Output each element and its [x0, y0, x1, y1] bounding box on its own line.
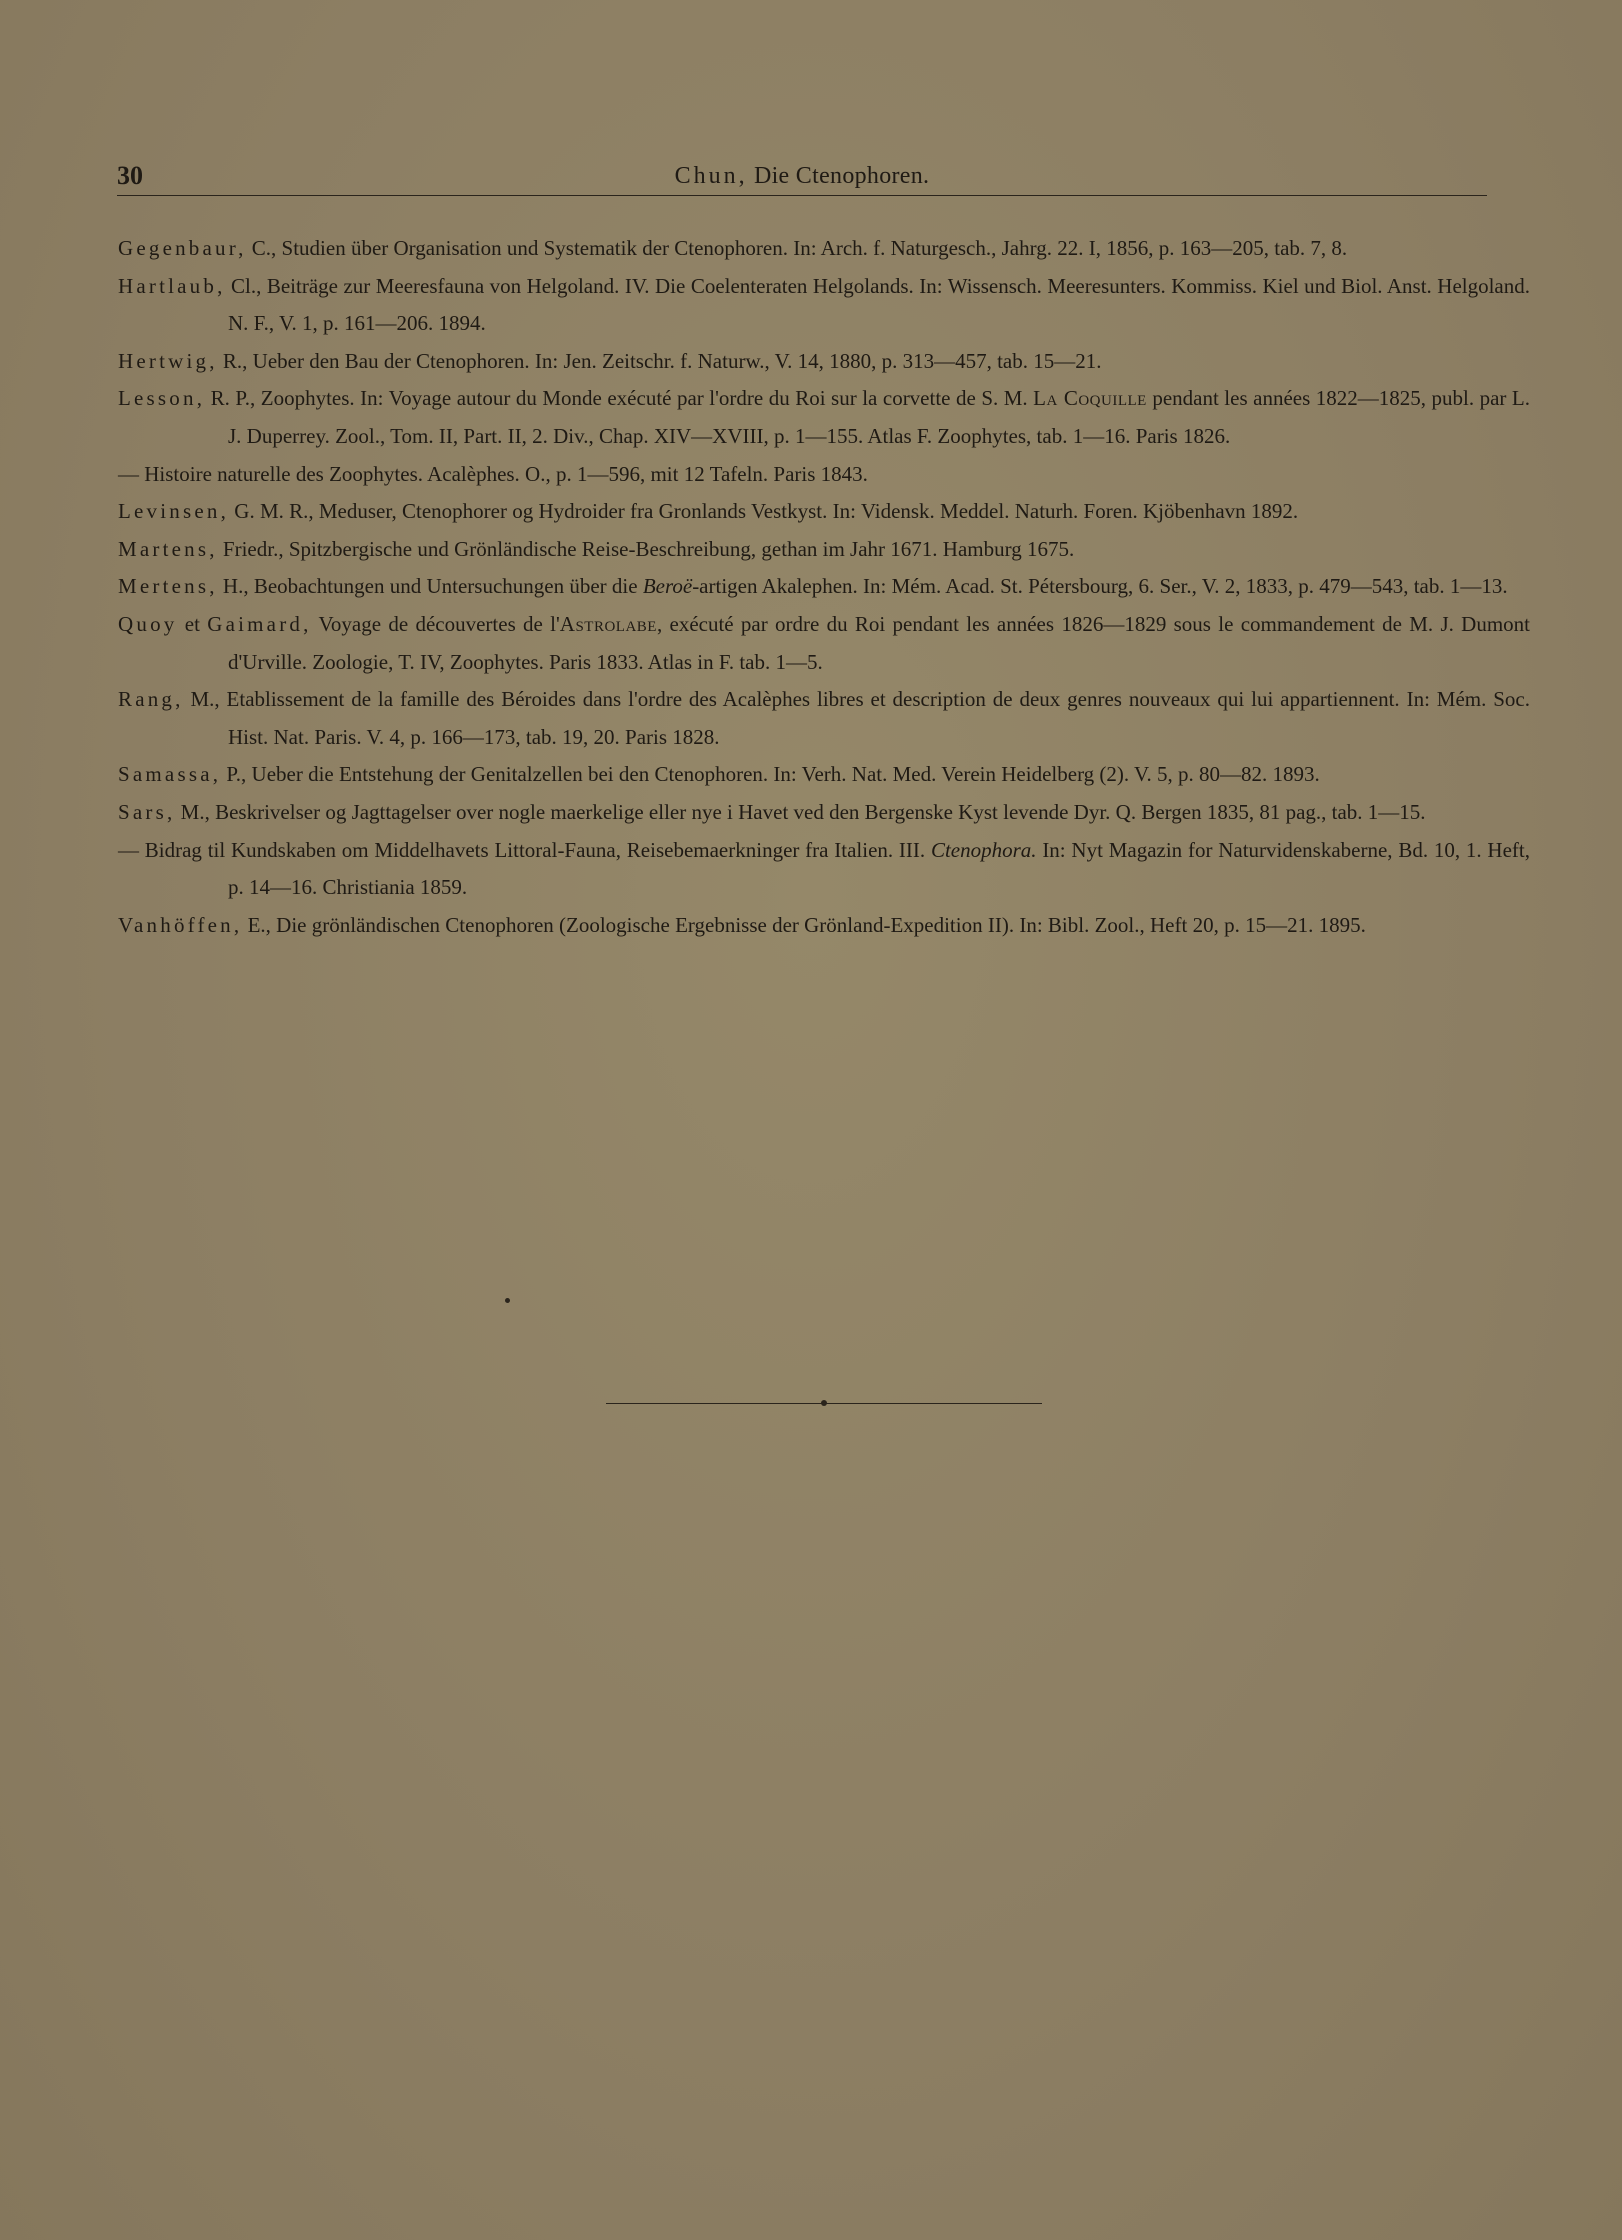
reference-dash: — [118, 837, 139, 862]
reference-entry [118, 456, 1530, 494]
page-number: 30 [117, 161, 143, 190]
reference-entry [118, 380, 1530, 455]
reference-text: G. M. R., Meduser, Ctenophorer og Hydroider fra Gronlands Vestkyst. In: Vidensk. Meddel. Naturh. Foren. Kjöbenhavn 1892. [234, 499, 1299, 524]
reference-author: Martens, [118, 536, 218, 561]
reference-text: H., Beobachtungen und Untersuchungen über die [222, 574, 638, 599]
stray-mark [505, 1298, 510, 1303]
reference-author: Gegenbaur, [118, 236, 247, 260]
reference-text-continued: , exécuté par ordre du Roi pendant les années 1826—1829 sous le commandement de M. J. Dumont d'Urville. Zoologie, T. IV, Zoophytes. Paris 1833. Atlas in F. tab. 1—5. [228, 611, 1531, 674]
reference-text: Cl., Beiträge zur Meeresfauna von Helgoland. IV. Die Coelenteraten Helgolands. In: Wissensch. Meeresunters. Kommiss. Kiel und Biol. Anst. Helgoland. N. F., V. 1, p. 161—206. 1894. [228, 273, 1530, 336]
reference-entry [118, 531, 1530, 569]
taxon-name: Ctenophora. [930, 837, 1037, 862]
reference-author: Hartlaub, [118, 273, 226, 298]
end-rule-ornament [821, 1400, 827, 1406]
reference-dash: — [118, 461, 139, 486]
reference-entry [118, 606, 1530, 681]
reference-author: Quoy [118, 611, 178, 636]
page-header [117, 160, 1487, 196]
header-rule [117, 195, 1487, 196]
genus-name: Beroë [642, 574, 693, 599]
reference-author: Samassa, [118, 762, 222, 787]
ship-name: Astrolabe [559, 611, 657, 636]
reference-text: Friedr., Spitzbergische und Grönländische Reise-Beschreibung, gethan im Jahr 1671. Hamburg 1675. [222, 536, 1075, 561]
reference-entry [118, 756, 1530, 794]
bibliography [118, 230, 1530, 944]
reference-entry [118, 268, 1530, 343]
reference-entry [118, 568, 1530, 606]
ship-name: La Coquille [1033, 386, 1147, 411]
reference-entry [118, 832, 1530, 907]
reference-entry [118, 230, 1530, 268]
reference-text: R. P., Zoophytes. In: Voyage autour du Monde exécuté par l'ordre du Roi sur la corvette de S. M. [210, 386, 1028, 411]
reference-author: Levinsen, [118, 499, 230, 524]
reference-author: Sars, [118, 799, 176, 824]
reference-author-second: Gaimard, [207, 611, 312, 636]
reference-text: C., Studien über Organisation und Systematik der Ctenophoren. In: Arch. f. Naturgesch., Jahrg. 22. I, 1856, p. 163—205, tab. 7, 8. [251, 236, 1348, 260]
reference-text: M., Etablissement de la famille des Béroides dans l'ordre des Acalèphes libres et description de deux genres nouveaux qui lui appartiennent. In: Mém. Soc. Hist. Nat. Paris. V. 4, p. 166—173, tab. 19, 20. Paris 1828. [190, 687, 1530, 749]
reference-entry [118, 343, 1530, 381]
reference-text: E., Die grönländischen Ctenophoren (Zoologische Ergebnisse der Grönland-Expedition II). In: Bibl. Zool., Heft 20, p. 15—21. 1895. [247, 912, 1366, 937]
reference-author: Hertwig, [118, 348, 218, 373]
reference-text-continued: pendant les années 1822—1825, publ. par L. J. Duperrey. Zool., Tom. II, Part. II, 2. Div., Chap. XIV—XVIII, p. 1—155. Atlas F. Zoophytes, tab. 1—16. Paris 1826. [228, 386, 1530, 448]
reference-text: P., Ueber die Entstehung der Genitalzellen bei den Ctenophoren. In: Verh. Nat. Med. Verein Heidelberg (2). V. 5, p. 80—82. 1893. [226, 762, 1320, 787]
reference-text: M., Beskrivelser og Jagttagelser over nogle maerkelige eller nye i Havet ved den Bergenske Kyst levende Dyr. Q. Bergen 1835, 81 pag., tab. 1—15. [180, 799, 1426, 824]
reference-author: Rang, [118, 687, 184, 712]
reference-author: Lesson, [118, 386, 206, 411]
reference-text: Histoire naturelle des Zoophytes. Acalèphes. O., p. 1—596, mit 12 Tafeln. Paris 1843. [144, 461, 868, 486]
reference-entry [118, 493, 1530, 531]
reference-author: Vanhöffen, [118, 912, 243, 937]
reference-entry [118, 681, 1530, 756]
running-title-text: Die Ctenophoren. [753, 163, 930, 189]
reference-author: Mertens, [118, 574, 218, 599]
running-title-author: Chun, [674, 163, 748, 189]
running-title [117, 160, 1487, 192]
reference-text: R., Ueber den Bau der Ctenophoren. In: Jen. Zeitschr. f. Naturw., V. 14, 1880, p. 313—457, tab. 15—21. [222, 348, 1102, 373]
reference-text-continued: -artigen Akalephen. In: Mém. Acad. St. Pétersbourg, 6. Ser., V. 2, 1833, p. 479—543, tab. 1—13. [692, 574, 1508, 599]
reference-text-continued: In: Nyt Magazin for Naturvidenskaberne, Bd. 10, 1. Heft, p. 14—16. Christiania 1859. [228, 837, 1531, 900]
reference-connector: et [184, 611, 200, 636]
reference-entry [118, 794, 1530, 832]
reference-text: Bidrag til Kundskaben om Middelhavets Littoral-Fauna, Reisebemaerkninger fra Italien. III. [144, 837, 926, 862]
reference-text: Voyage de découvertes de l' [318, 611, 560, 636]
reference-entry [118, 907, 1530, 945]
